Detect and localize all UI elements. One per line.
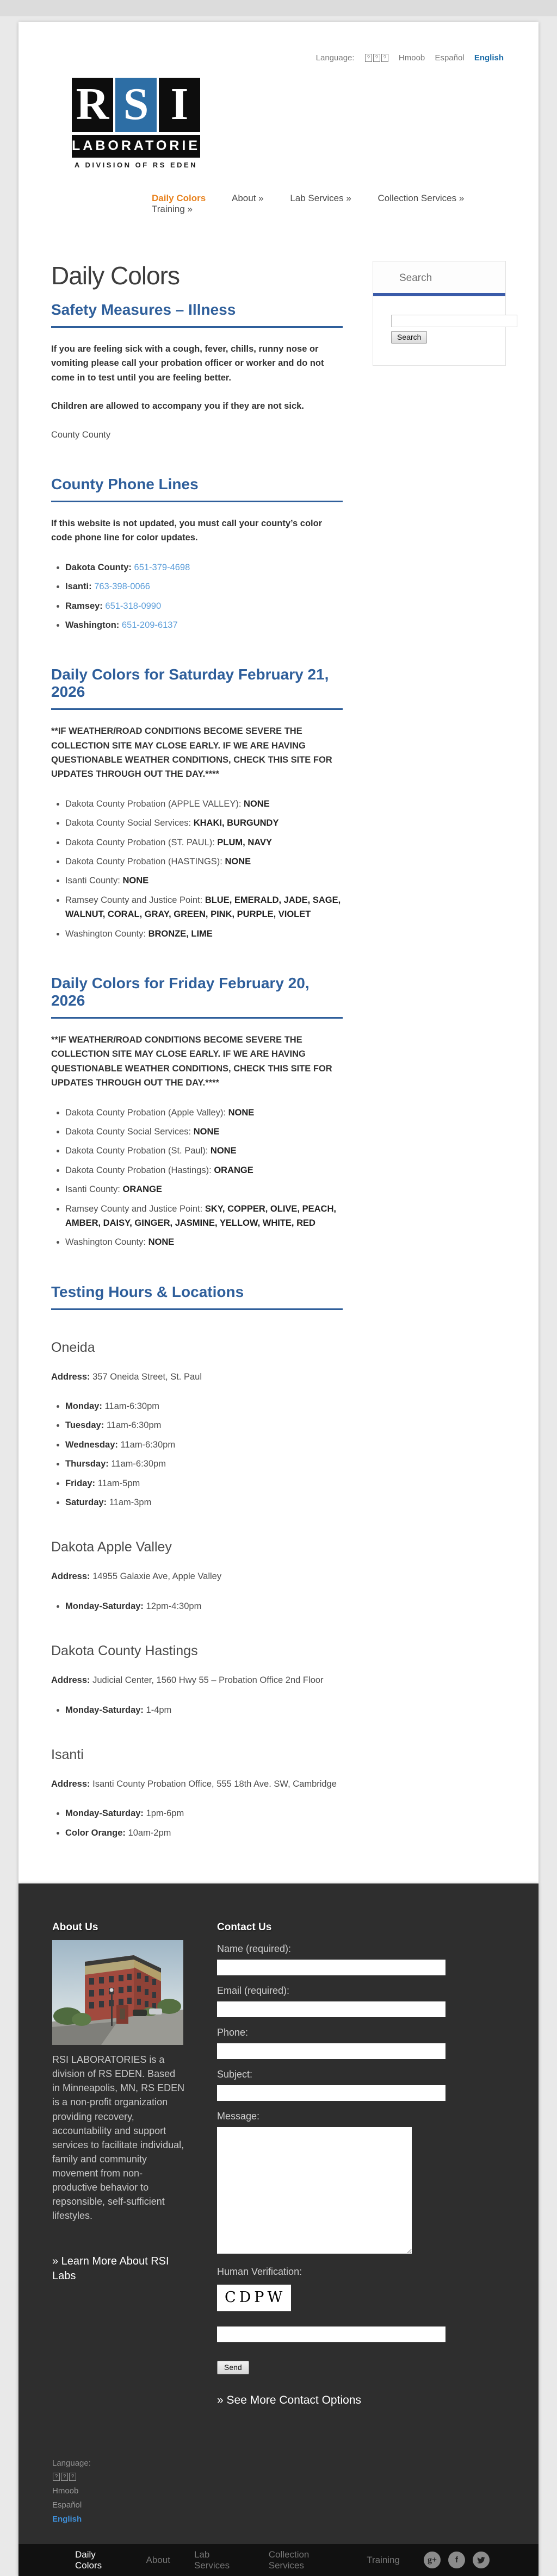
heading-testing-hours: Testing Hours & Locations bbox=[51, 1283, 343, 1310]
list-item: • Saturday: 11am-3pm bbox=[65, 1495, 343, 1510]
heading-safety-measures: Safety Measures – Illness bbox=[51, 301, 343, 328]
building-photo bbox=[52, 1940, 183, 2045]
page-title: Daily Colors bbox=[51, 261, 180, 290]
logo-letter-r: R bbox=[72, 78, 113, 132]
phone-field[interactable] bbox=[217, 2043, 445, 2059]
nav-lab-services[interactable]: Lab Services » bbox=[290, 193, 351, 203]
list-item: • Monday-Saturday: 12pm-4:30pm bbox=[65, 1599, 343, 1613]
phone-link[interactable]: 763-398-0066 bbox=[94, 582, 150, 592]
location-hours-list bbox=[53, 1399, 343, 1510]
location-name-isanti: Isanti bbox=[51, 1747, 84, 1762]
logo-letter-i: I bbox=[159, 78, 200, 132]
more-contact-options-link[interactable]: » See More Contact Options bbox=[217, 2394, 361, 2407]
language-link-hmoob[interactable]: Hmoob bbox=[398, 53, 425, 63]
list-item: • Dakota County Probation (HASTINGS): NONE bbox=[65, 854, 343, 869]
list-item: • Ramsey: 651-318-0990 bbox=[65, 599, 343, 613]
footer-about-column bbox=[52, 1922, 185, 2407]
logo-letter-s: S bbox=[115, 78, 157, 132]
language-link-somali[interactable] bbox=[364, 53, 389, 63]
list-item: • Isanti County: NONE bbox=[65, 874, 343, 888]
friday-weather-warning: **IF WEATHER/ROAD CONDITIONS BECOME SEVERE THE COLLECTION SITE MAY CLOSE EARLY. IF WE ARE HAVING QUESTIONABLE WEATHER CONDITIONS, CHECK THIS SITE FOR UPDATES THROUGH OUT THE DAY.**** bbox=[51, 1034, 332, 1088]
footer-language-list bbox=[52, 2459, 505, 2544]
list-item: • Washington County: BRONZE, LIME bbox=[65, 927, 343, 941]
google-plus-icon[interactable]: g+ bbox=[424, 2552, 441, 2568]
list-item: • Dakota County Probation (St. Paul): NONE bbox=[65, 1144, 343, 1158]
list-item: • Dakota County Social Services: NONE bbox=[65, 1125, 343, 1139]
bottom-nav-collection-services[interactable]: Collection Services bbox=[268, 2549, 310, 2571]
contact-us-title: Contact Us bbox=[217, 1922, 272, 1933]
location-address: Address: 14955 Galaxie Ave, Apple Valley bbox=[51, 1571, 222, 1582]
list-item: • Washington: 651-209-6137 bbox=[65, 618, 343, 632]
phone-lines-list bbox=[53, 560, 343, 633]
search-button[interactable]: Search bbox=[391, 331, 427, 344]
language-link-english[interactable]: English bbox=[474, 53, 504, 63]
captcha-input[interactable] bbox=[217, 2326, 445, 2342]
friday-colors-list bbox=[53, 1106, 343, 1250]
location-hours-list bbox=[53, 1599, 343, 1613]
tofu-glyph: ? bbox=[53, 2473, 60, 2481]
search-input[interactable] bbox=[391, 315, 517, 327]
human-verification-label: Human Verification: bbox=[217, 2266, 302, 2278]
main-card bbox=[18, 22, 539, 1883]
nav-about[interactable]: About » bbox=[232, 193, 264, 203]
tofu-glyph: ? bbox=[373, 54, 380, 62]
sidebar bbox=[373, 261, 506, 1845]
nav-training[interactable]: Training » bbox=[152, 204, 193, 214]
heading-friday-colors: Daily Colors for Friday February 20, 2026 bbox=[51, 975, 343, 1019]
location-address: Address: 357 Oneida Street, St. Paul bbox=[51, 1371, 202, 1382]
name-label: Name (required): bbox=[217, 1943, 292, 1955]
message-label: Message: bbox=[217, 2111, 260, 2122]
language-label: Language: bbox=[315, 53, 355, 63]
twitter-bird-glyph bbox=[476, 2555, 486, 2565]
about-us-text: RSI LABORATORIES is a division of RS EDEN. Based in Minneapolis, MN, RS EDEN is a non-profit organization providing recovery, accountability and support services to facilitate individual, family and community movement from non-productive behavior to repsonsible, self-sufficient lifestyles. bbox=[52, 2054, 185, 2222]
nav-collection-services[interactable]: Collection Services » bbox=[377, 193, 465, 203]
list-item: • Monday: 11am-6:30pm bbox=[65, 1399, 343, 1413]
list-item: • Dakota County Probation (Hastings): ORANGE bbox=[65, 1163, 343, 1177]
tofu-glyph: ? bbox=[365, 54, 372, 62]
main-content bbox=[51, 261, 343, 1845]
list-item: • Color Orange: 10am-2pm bbox=[65, 1826, 343, 1840]
learn-more-link[interactable]: » Learn More About RSI Labs bbox=[52, 2255, 169, 2282]
location-address: Address: Judicial Center, 1560 Hwy 55 – Probation Office 2nd Floor bbox=[51, 1675, 324, 1686]
list-item: • Isanti: 763-398-0066 bbox=[65, 579, 343, 594]
language-link-english[interactable]: English bbox=[52, 2515, 82, 2524]
list-item: • Dakota County Social Services: KHAKI, BURGUNDY bbox=[65, 816, 343, 830]
list-item: • Wednesday: 11am-6:30pm bbox=[65, 1438, 343, 1452]
list-item: • Ramsey County and Justice Point: SKY, COPPER, OLIVE, PEACH, AMBER, DAISY, GINGER, JASMINE, YELLOW, WHITE, RED bbox=[65, 1202, 343, 1231]
list-item: • Dakota County Probation (ST. PAUL): PLUM, NAVY bbox=[65, 835, 343, 850]
subject-label: Subject: bbox=[217, 2069, 253, 2080]
location-name-dakota-county-hastings: Dakota County Hastings bbox=[51, 1643, 198, 1659]
header-language-bar bbox=[51, 53, 506, 63]
search-widget-title: Search bbox=[373, 261, 505, 293]
list-item: • Dakota County Probation (APPLE VALLEY): NONE bbox=[65, 797, 343, 811]
location-name-dakota-apple-valley: Dakota Apple Valley bbox=[51, 1539, 172, 1555]
list-item: • Thursday: 11am-6:30pm bbox=[65, 1457, 343, 1471]
footer-contact-column bbox=[217, 1922, 445, 2407]
bottom-nav-lab-services[interactable]: Lab Services bbox=[194, 2549, 230, 2571]
safety-paragraph-1: If you are feeling sick with a cough, fever, chills, runny nose or vomiting please call your probation officer or worker and do not come in to test until you are feeling better. bbox=[51, 344, 324, 383]
facebook-icon[interactable]: f bbox=[448, 2552, 465, 2568]
phone-link[interactable]: 651-209-6137 bbox=[121, 620, 178, 630]
about-us-title: About Us bbox=[52, 1922, 98, 1933]
location-hours-list bbox=[53, 1806, 343, 1840]
footer-bottom-bar bbox=[18, 2544, 539, 2576]
main-nav bbox=[152, 193, 506, 215]
captcha-image: CDPW bbox=[217, 2285, 291, 2311]
bottom-nav-daily-colors[interactable]: Daily Colors bbox=[75, 2549, 102, 2571]
heading-county-phone-lines: County Phone Lines bbox=[51, 476, 343, 502]
safety-paragraph-2: Children are allowed to accompany you if they are not sick. bbox=[51, 401, 304, 411]
list-item: • Isanti County: ORANGE bbox=[65, 1182, 343, 1196]
language-link-somali[interactable] bbox=[52, 2472, 505, 2481]
list-item: • Dakota County: 651-379-4698 bbox=[65, 560, 343, 575]
search-widget bbox=[373, 261, 506, 366]
list-item: • Washington County: NONE bbox=[65, 1235, 343, 1249]
send-button[interactable]: Send bbox=[217, 2361, 249, 2374]
footer bbox=[18, 1883, 539, 2576]
twitter-icon[interactable] bbox=[473, 2552, 490, 2568]
location-name-oneida: Oneida bbox=[51, 1339, 95, 1355]
tofu-glyph: ? bbox=[69, 2473, 76, 2481]
page-top-band bbox=[0, 0, 557, 16]
nav-daily-colors[interactable]: Daily Colors bbox=[152, 193, 206, 203]
language-link-espanol[interactable]: Español bbox=[435, 53, 465, 63]
list-item: • Dakota County Probation (Apple Valley): NONE bbox=[65, 1106, 343, 1120]
saturday-colors-list bbox=[53, 797, 343, 941]
email-field[interactable] bbox=[217, 2001, 445, 2017]
bottom-nav-about[interactable]: About bbox=[146, 2554, 170, 2565]
heading-saturday-colors: Daily Colors for Saturday February 21, 2026 bbox=[51, 666, 343, 710]
logo-tagline: A DIVISION OF RS EDEN bbox=[74, 161, 198, 169]
subject-field[interactable] bbox=[217, 2085, 445, 2101]
tofu-glyph: ? bbox=[61, 2473, 68, 2481]
phone-link[interactable]: 651-379-4698 bbox=[134, 562, 190, 572]
phone-lines-intro: If this website is not updated, you must call your county’s color code phone line for color updates. bbox=[51, 518, 323, 543]
location-address: Address: Isanti County Probation Office, 555 18th Ave. SW, Cambridge bbox=[51, 1779, 337, 1789]
contact-form bbox=[217, 1943, 445, 2374]
language-link-hmoob[interactable]: Hmoob bbox=[52, 2486, 79, 2496]
location-hours-list bbox=[53, 1703, 343, 1717]
name-field[interactable] bbox=[217, 1960, 445, 1975]
list-item: • Ramsey County and Justice Point: BLUE, EMERALD, JADE, SAGE, WALNUT, CORAL, GRAY, GREEN, PINK, PURPLE, VIOLET bbox=[65, 893, 343, 922]
list-item: • Friday: 11am-5pm bbox=[65, 1476, 343, 1490]
list-item: • Monday-Saturday: 1-4pm bbox=[65, 1703, 343, 1717]
phone-link[interactable]: 651-318-0990 bbox=[105, 601, 162, 611]
list-item: • Tuesday: 11am-6:30pm bbox=[65, 1418, 343, 1432]
email-label: Email (required): bbox=[217, 1985, 290, 1997]
rsi-logo[interactable] bbox=[72, 78, 212, 169]
logo-word: LABORATORIES bbox=[72, 135, 200, 158]
safety-paragraph-3: County County bbox=[51, 429, 111, 440]
message-field[interactable] bbox=[217, 2127, 412, 2254]
list-item: • Monday-Saturday: 1pm-6pm bbox=[65, 1806, 343, 1820]
language-link-espanol[interactable]: Español bbox=[52, 2500, 82, 2510]
bottom-nav-training[interactable]: Training bbox=[367, 2554, 400, 2565]
tofu-glyph: ? bbox=[381, 54, 388, 62]
saturday-weather-warning: **IF WEATHER/ROAD CONDITIONS BECOME SEVERE THE COLLECTION SITE MAY CLOSE EARLY. IF WE ARE HAVING QUESTIONABLE WEATHER CONDITIONS, CHECK THIS SITE FOR UPDATES THROUGH OUT THE DAY.**** bbox=[51, 726, 332, 779]
phone-label: Phone: bbox=[217, 2027, 249, 2038]
language-label: Language: bbox=[52, 2459, 91, 2468]
